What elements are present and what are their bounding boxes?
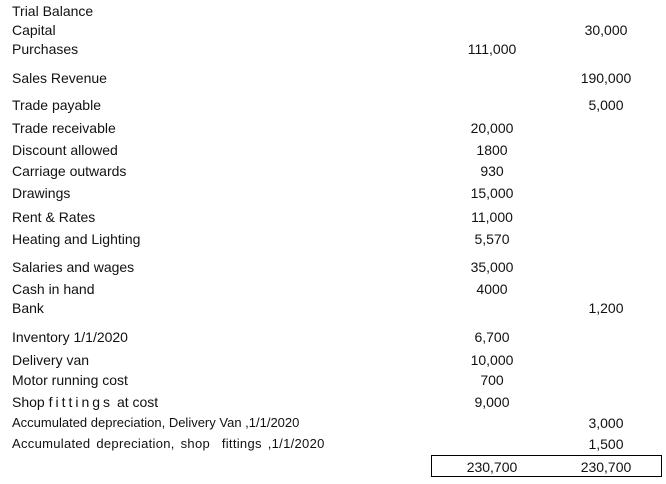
ledger-row-inventory [0,329,666,345]
debit-value: 930 [480,163,504,179]
credit-value: 3,000 [588,415,624,431]
ledger-row-accum-dep-shop-fittings [0,436,666,452]
debit-value: 4000 [476,281,508,297]
ledger-row-sales-revenue [0,70,666,86]
ledger-row-delivery-van [0,352,666,368]
row-label: Delivery van [12,352,90,368]
ledger-row-discount-allowed [0,142,666,158]
row-label: Inventory 1/1/2020 [12,329,128,345]
ledger-row-salaries-wages [0,259,666,275]
totals-box [431,455,662,477]
ledger-row-purchases [0,41,666,57]
row-label: Sales Revenue [12,70,107,86]
row-label: Motor running cost [12,372,128,388]
row-label: Capital [12,22,56,38]
row-label: Cash in hand [12,281,95,297]
debit-value: 9,000 [474,394,510,410]
debit-value: 111,000 [467,41,517,57]
ledger-row-cash-in-hand [0,281,666,297]
credit-value: 1,200 [588,300,624,316]
row-label: Carriage outwards [12,163,127,179]
row-label: Accumulated depreciation, shop fittings ,1/1/2020 [12,436,325,451]
row-label: Trade receivable [12,120,116,136]
row-label: Discount allowed [12,142,118,158]
debit-value: 20,000 [470,120,514,136]
debit-value: 5,570 [474,231,510,247]
row-label: Purchases [12,41,79,57]
debit-total: 230,700 [466,459,518,475]
ledger-row-accum-dep-delivery-van [0,415,666,431]
ledger-row-motor-running-cost [0,372,666,388]
row-label-post: at cost [113,394,159,410]
credit-value: 1,500 [588,436,624,452]
row-label: Trade payable [12,97,101,113]
row-label-pre: Shop [12,394,49,410]
credit-value: 5,000 [588,97,624,113]
ledger-row-capital [0,22,666,38]
debit-value: 15,000 [470,185,514,201]
credit-value: 190,000 [580,70,632,86]
row-label [12,394,158,410]
ledger-row-rent-rates [0,209,666,225]
credit-value: 30,000 [584,22,628,38]
ledger-row-trade-receivable [0,120,666,136]
debit-value: 11,000 [471,209,513,225]
row-label: Heating and Lighting [12,231,141,247]
ledger-row-drawings [0,185,666,201]
ledger-row-bank [0,300,666,316]
row-label: Rent & Rates [12,209,96,225]
debit-value: 1800 [476,142,508,158]
ledger-row-trade-payable [0,97,666,113]
ledger-row-shop-fittings [0,394,666,410]
document-title: Trial Balance [12,3,94,19]
debit-value: 6,700 [474,329,510,345]
row-label: Salaries and wages [12,259,135,275]
row-label: Drawings [12,185,71,201]
debit-value: 700 [480,372,504,388]
row-label: Bank [12,300,44,316]
row-label: Accumulated depreciation, Delivery Van ,1/1/2020 [12,415,300,430]
debit-value: 35,000 [470,259,514,275]
debit-value: 10,000 [470,352,514,368]
credit-total: 230,700 [580,459,632,475]
ledger-row-carriage-outwards [0,163,666,179]
row-label-emphasis: fittings [48,394,114,410]
ledger-row-heating-lighting [0,231,666,247]
